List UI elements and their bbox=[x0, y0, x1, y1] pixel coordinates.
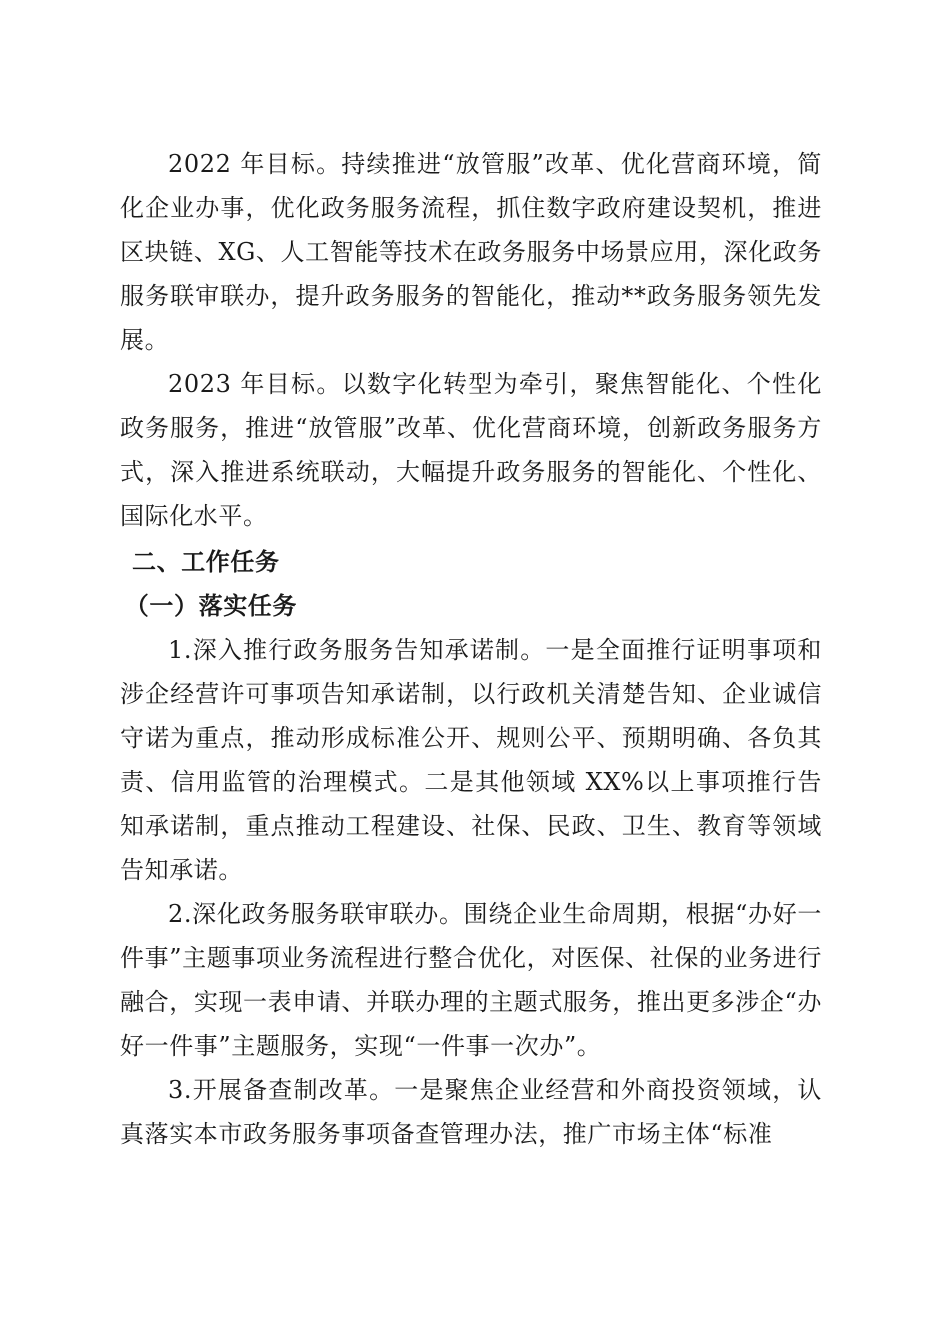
paragraph-goal-2022: 2022 年目标。持续推进“放管服”改革、优化营商环境，简化企业办事，优化政务服务流程，抓住数字政府建设契机，推进区块链、XG、人工智能等技术在政务服务中场景应用，深化政务服务联审联办，提升政务服务的智能化，推动**政务服务领先发展。 bbox=[120, 150, 822, 354]
section-heading: 二、工作任务 bbox=[132, 548, 280, 576]
paragraph-task-2: 2.深化政务服务联审联办。围绕企业生命周期，根据“办好一件事”主题事项业务流程进行整合优化，对医保、社保的业务进行融合，实现一表申请、并联办理的主题式服务，推出更多涉企“办好一件事”主题服务，实现“一件事一次办”。 bbox=[120, 900, 822, 1060]
paragraph-task-1: 1.深入推行政务服务告知承诺制。一是全面推行证明事项和涉企经营许可事项告知承诺制，以行政机关清楚告知、企业诚信守诺为重点，推动形成标准公开、规则公平、预期明确、各负其责、信用监管的治理模式。二是其他领域 XX%以上事项推行告知承诺制，重点推动工程建设、社保、民政、卫生、教育等领域告知承诺。 bbox=[120, 636, 822, 884]
paragraph-task-3: 3.开展备查制改革。一是聚焦企业经营和外商投资领域，认真落实本市政务服务事项备查管理办法，推广市场主体“标准 bbox=[120, 1076, 822, 1148]
subsection-heading: （一）落实任务 bbox=[124, 591, 297, 620]
paragraph-goal-2023: 2023 年目标。以数字化转型为牵引，聚焦智能化、个性化政务服务，推进“放管服”改革、优化营商环境，创新政务服务方式，深入推进系统联动，大幅提升政务服务的智能化、个性化、国际化水平。 bbox=[120, 370, 822, 530]
document-body bbox=[120, 142, 822, 1156]
